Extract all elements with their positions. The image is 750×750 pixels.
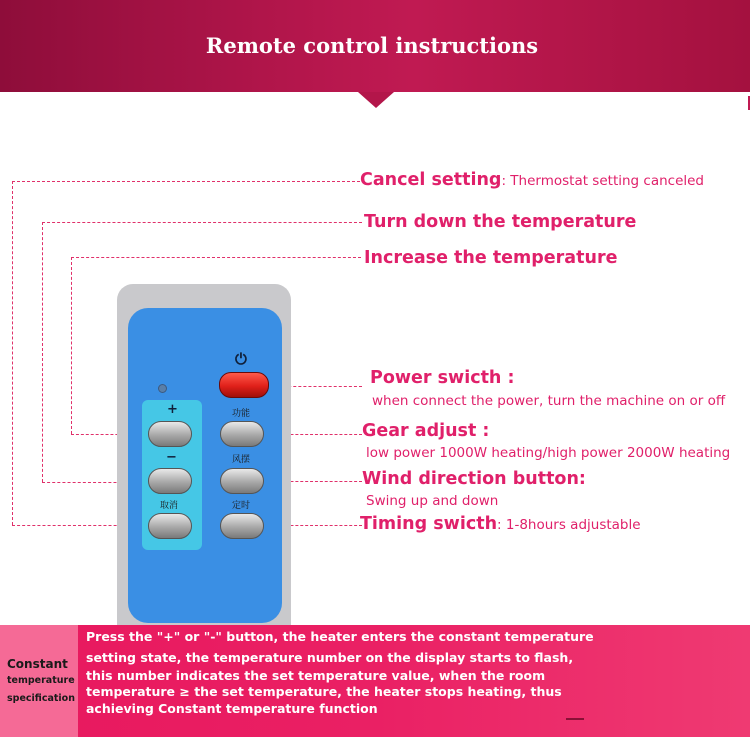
decrease-button[interactable] xyxy=(148,468,192,494)
increase-guide-v xyxy=(71,257,72,434)
increase-title: Increase the temperature xyxy=(364,248,618,268)
cancel-button[interactable] xyxy=(148,513,192,539)
footer-text-line: Press the "+" or "-" button, the heater enters the constant temperature xyxy=(86,629,594,644)
power-switch-title: Power swicth : xyxy=(370,368,515,388)
footer-caption-line3: specification xyxy=(7,693,75,704)
cancel-setting-title: Cancel setting xyxy=(360,170,502,190)
footer-caption-line1: Constant xyxy=(7,657,68,671)
gear-adjust-title: Gear adjust : xyxy=(362,421,490,441)
gear-adjust-desc: low power 1000W heating/high power 2000W heating xyxy=(366,445,731,461)
footer-mark xyxy=(566,718,584,720)
power-switch-desc: when connect the power, turn the machine on or off xyxy=(372,393,726,409)
timing-switch-title: Timing swicth xyxy=(360,514,498,534)
indicator-led xyxy=(158,384,167,393)
timing-switch-desc: : 1-8hours adjustable xyxy=(497,517,641,533)
timing-switch-label xyxy=(360,514,641,534)
increase-button[interactable] xyxy=(148,421,192,447)
timer-label-cn: 定时 xyxy=(232,501,251,511)
turn-down-guide-h xyxy=(42,222,362,223)
gear-button[interactable] xyxy=(220,421,264,447)
gear-adjust-label xyxy=(362,421,489,441)
footer-text-line: achieving Constant temperature function xyxy=(86,701,378,716)
wind-label-cn: 风摆 xyxy=(232,455,251,465)
increase-label xyxy=(364,248,617,268)
timer-button[interactable] xyxy=(220,513,264,539)
cancel-setting-desc: : Thermostat setting canceled xyxy=(501,173,705,189)
cancel-setting-label xyxy=(360,170,704,190)
wind-direction-title: Wind direction button: xyxy=(362,469,586,489)
function-label-cn: 功能 xyxy=(232,409,251,419)
cancel-guide-h xyxy=(12,181,360,182)
turn-down-title: Turn down the temperature xyxy=(364,212,637,232)
cancel-label-cn: 取消 xyxy=(160,501,179,511)
footer-caption-line2: temperature xyxy=(7,675,75,686)
header-pointer xyxy=(358,92,394,108)
increase-guide-h xyxy=(71,257,361,258)
footer-text-line: temperature ≥ the set temperature, the heater stops heating, thus xyxy=(86,684,562,699)
cancel-guide-v xyxy=(12,181,13,525)
page-title: Remote control instructions xyxy=(205,33,539,58)
wind-direction-label xyxy=(362,469,586,489)
plus-icon: + xyxy=(167,402,178,417)
minus-icon: − xyxy=(166,450,177,465)
power-switch-label xyxy=(370,368,514,388)
turn-down-label xyxy=(364,212,636,232)
footer-text-line: setting state, the temperature number on the display starts to flash, xyxy=(86,650,574,665)
power-button[interactable] xyxy=(219,372,269,398)
power-icon: ⏻ xyxy=(235,350,247,368)
wind-direction-button[interactable] xyxy=(220,468,264,494)
footer-text-line: this number indicates the set temperature value, when the room xyxy=(86,668,546,683)
wind-direction-desc: Swing up and down xyxy=(366,493,499,509)
turn-down-guide-v xyxy=(42,222,43,482)
